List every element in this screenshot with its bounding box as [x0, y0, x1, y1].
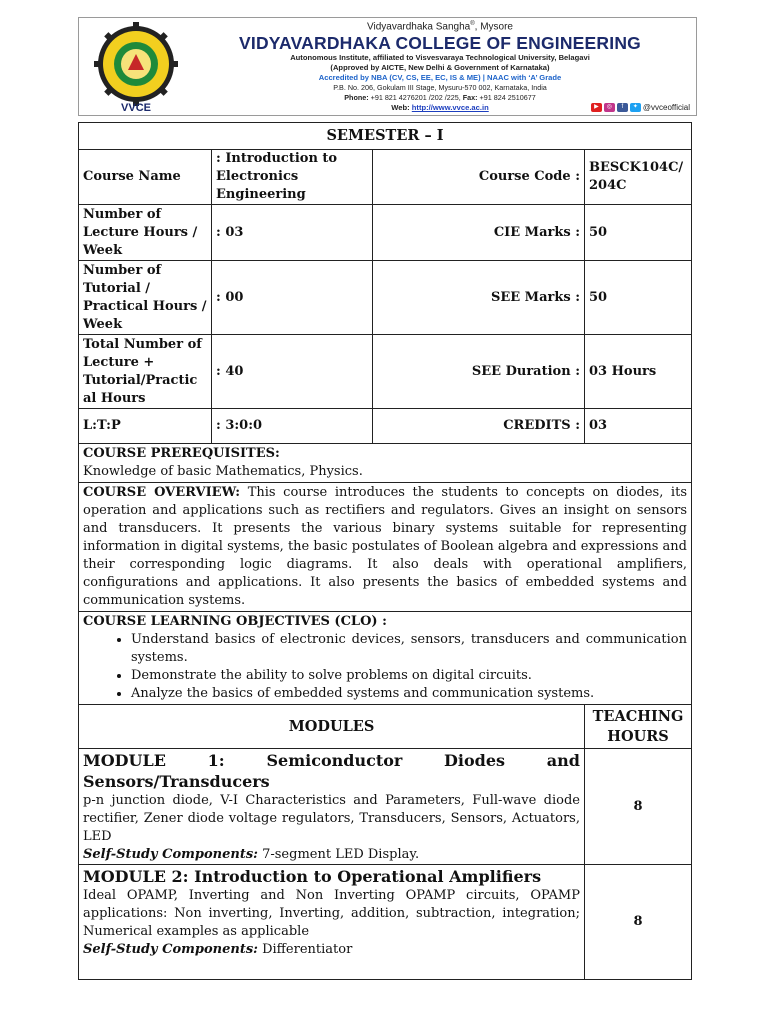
ltp-row	[79, 409, 692, 444]
youtube-icon[interactable]: ▶	[591, 103, 602, 112]
self-study-text: 7-segment LED Display.	[257, 847, 420, 862]
overview-row	[79, 483, 692, 612]
semester-row	[79, 123, 692, 150]
prerequisites-row	[79, 444, 692, 483]
lecture-hours-label: Number of Lecture Hours / Week	[79, 205, 212, 261]
logo-text: VVCE	[121, 102, 151, 114]
module-1-self-study	[83, 846, 580, 864]
sangha-line	[184, 21, 696, 32]
module-2-self-study	[83, 941, 580, 959]
module-1-title: MODULE 1: Semiconductor Diodes and Sensors/Transducers	[83, 751, 580, 791]
cie-marks-value: 50	[585, 205, 692, 261]
web-link[interactable]: http://www.vvce.ac.in	[411, 103, 489, 113]
autonomous-line: Autonomous Institute, affiliated to Visvesvaraya Technological University, Belagavi	[290, 53, 590, 63]
college-name: VIDYAVARDHAKA COLLEGE OF ENGINEERING	[239, 33, 641, 54]
self-study-text: Differentiator	[257, 942, 353, 957]
course-syllabus-table	[78, 122, 692, 980]
clo-item: • Understand basics of electronic devices, sensors, transducers and communication systems.	[131, 631, 687, 667]
total-hours-label: Total Number of Lecture + Tutorial/Practic al Hours	[79, 335, 212, 409]
see-marks-label: SEE Marks :	[373, 261, 585, 335]
social-handle: @vvceofficial	[642, 103, 690, 112]
phone-label: Phone:	[344, 93, 369, 103]
tutorial-hours-label: Number of Tutorial / Practical Hours / Week	[79, 261, 212, 335]
total-hours-row	[79, 335, 692, 409]
semester-title: SEMESTER – I	[79, 123, 692, 150]
total-hours-value: : 40	[212, 335, 373, 409]
cie-marks-label: CIE Marks :	[373, 205, 585, 261]
module-2-body: Ideal OPAMP, Inverting and Non Inverting OPAMP circuits, OPAMP applications: Non inverting, Inverting, addition, subtraction, integration; Numerical examples as applicable	[83, 888, 580, 939]
course-name-value: : Introduction to Electronics Engineering	[212, 150, 373, 205]
instagram-icon[interactable]: ◎	[604, 103, 615, 112]
course-code-value: BESCK104C/ 204C	[585, 150, 692, 205]
social-links	[591, 103, 690, 112]
credits-value: 03	[585, 409, 692, 444]
letterhead-text	[184, 18, 696, 113]
see-duration-value: 03 Hours	[585, 335, 692, 409]
clo-item: • Analyze the basics of embedded systems and communication systems.	[131, 685, 687, 703]
twitter-icon[interactable]: ✦	[630, 103, 641, 112]
module-2-hours: 8	[585, 865, 692, 980]
module-1-body: p-n junction diode, V-I Characteristics and Parameters, Full-wave diode rectifier, Zener diode voltage regulators, Transducers, Sensors, Actuators, LED	[83, 793, 580, 844]
accreditation-line: Accredited by NBA (CV, CS, EE, EC, IS & ME) | NAAC with ‘A’ Grade	[318, 73, 562, 83]
overview-cell	[79, 483, 692, 612]
teaching-hours-heading: TEACHING HOURS	[585, 705, 692, 749]
address-line: P.B. No. 206, Gokulam III Stage, Mysuru-570 002, Karnataka, India	[333, 83, 547, 93]
fax-label: Fax:	[462, 93, 478, 103]
course-name-row	[79, 150, 692, 205]
web-label: Web:	[391, 103, 410, 113]
overview-text: This course introduces the students to concepts on diodes, its operation and applications such as rectifiers and regulators. Gives an insight on sensors and transducers. It presents the various binary systems suitable for representing information in digital systems, the basic postulates of Boolean algebra and expressions and their corresponding logic diagrams. It also deals with operational amplifiers, configurations and applications. It also presents the basics of embedded systems and communication systems.	[83, 485, 687, 608]
lecture-hours-row	[79, 205, 692, 261]
self-study-label: Self-Study Components:	[83, 942, 258, 957]
facebook-icon[interactable]: f	[617, 103, 628, 112]
see-duration-label: SEE Duration :	[373, 335, 585, 409]
tutorial-hours-row	[79, 261, 692, 335]
clo-heading: COURSE LEARNING OBJECTIVES (CLO) :	[83, 614, 387, 629]
college-logo-icon	[90, 22, 182, 114]
prerequisites-heading: COURSE PREREQUISITES:	[83, 446, 280, 461]
module-1-hours: 8	[585, 749, 692, 865]
see-marks-value: 50	[585, 261, 692, 335]
sangha-name: Vidyavardhaka Sangha	[367, 21, 471, 33]
module-1-row	[79, 749, 692, 865]
prerequisites-text: Knowledge of basic Mathematics, Physics.	[83, 464, 363, 479]
course-code-label: Course Code :	[373, 150, 585, 205]
clo-list	[83, 631, 687, 703]
fax-value: +91 824 2510677	[479, 93, 536, 103]
clo-item: • Demonstrate the ability to solve problems on digital circuits.	[131, 667, 687, 685]
credits-label: CREDITS :	[373, 409, 585, 444]
phone-value: +91 821 4276201 /202 /225,	[370, 93, 461, 103]
registered-mark: ®	[470, 21, 475, 27]
self-study-label: Self-Study Components:	[83, 847, 258, 862]
college-letterhead	[78, 17, 697, 116]
ltp-label: L:T:P	[79, 409, 212, 444]
module-2-row	[79, 865, 692, 980]
sangha-city: , Mysore	[474, 21, 513, 33]
approved-line: (Approved by AICTE, New Delhi & Government of Karnataka)	[330, 63, 550, 73]
overview-heading: COURSE OVERVIEW:	[83, 485, 241, 500]
phone-line	[184, 93, 696, 103]
modules-heading: MODULES	[79, 705, 585, 749]
module-2-title: MODULE 2: Introduction to Operational Amplifiers	[83, 867, 542, 886]
clo-row	[79, 612, 692, 705]
ltp-value: : 3:0:0	[212, 409, 373, 444]
lecture-hours-value: : 03	[212, 205, 373, 261]
course-name-label: Course Name	[79, 150, 212, 205]
tutorial-hours-value: : 00	[212, 261, 373, 335]
modules-header-row	[79, 705, 692, 749]
